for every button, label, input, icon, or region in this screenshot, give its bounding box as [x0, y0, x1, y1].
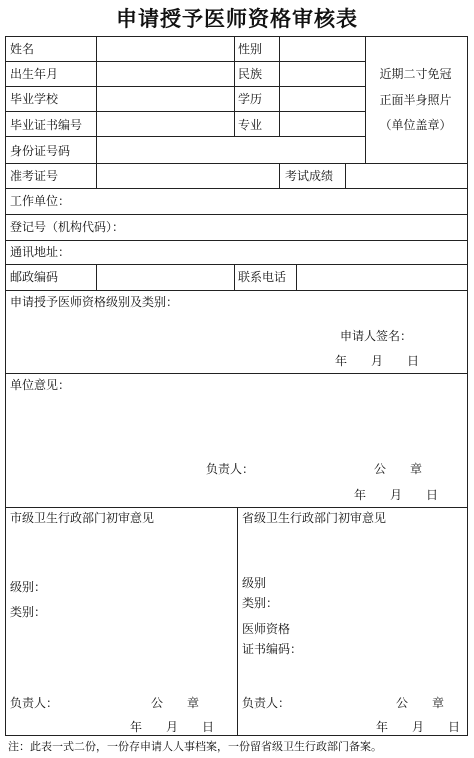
- col-divider: [279, 163, 280, 188]
- col-divider: [96, 264, 97, 290]
- row-divider: [6, 214, 467, 215]
- education-label: 学历: [238, 92, 263, 106]
- application-form-table: [5, 36, 468, 736]
- city-seal-label: 公 章: [151, 696, 200, 710]
- major-label: 专业: [238, 118, 263, 132]
- school-label: 毕业学校: [10, 92, 59, 106]
- postal-code-label: 邮政编码: [10, 270, 59, 284]
- col-divider: [234, 264, 235, 290]
- province-seal-label: 公 章: [396, 696, 445, 710]
- province-cert-label-line1: 医师资格: [242, 622, 291, 636]
- unit-person-label: 负责人：: [206, 462, 255, 476]
- city-level-label: 级别：: [10, 580, 47, 594]
- address-label: 通讯地址：: [10, 245, 71, 259]
- footer-note: 注：此表一式二份，一份存申请人人事档案，一份留省级卫生行政部门备案。: [8, 740, 382, 753]
- col-divider: [279, 37, 280, 136]
- city-person-label: 负责人：: [10, 696, 59, 710]
- unit-date: 年 月 日: [354, 488, 439, 502]
- row-divider: [6, 264, 467, 265]
- city-category-label: 类别：: [10, 605, 47, 619]
- gender-label: 性别: [238, 42, 263, 56]
- col-divider: [237, 507, 238, 735]
- row-divider: [6, 136, 365, 137]
- col-divider: [96, 37, 97, 163]
- row-divider: [6, 240, 467, 241]
- province-level-label: 级别: [242, 576, 267, 590]
- row-divider: [6, 188, 467, 189]
- province-category-label: 类别：: [242, 596, 279, 610]
- birth-date-label: 出生年月: [10, 67, 59, 81]
- exam-number-label: 准考证号: [10, 169, 59, 183]
- name-label: 姓名: [10, 42, 35, 56]
- row-divider: [6, 86, 365, 87]
- photo-instruction-line2: 正面半身照片: [379, 93, 452, 107]
- form-title: 申请授予医师资格审核表: [116, 7, 358, 31]
- row-divider: [6, 290, 467, 291]
- work-unit-label: 工作单位：: [10, 194, 71, 208]
- photo-instruction-line3: （单位盖章）: [379, 118, 452, 132]
- unit-opinion-label: 单位意见：: [10, 378, 71, 392]
- row-divider: [6, 163, 467, 164]
- row-divider: [6, 61, 365, 62]
- col-divider: [345, 163, 346, 188]
- col-divider: [296, 264, 297, 290]
- unit-seal-label: 公 章: [374, 462, 423, 476]
- province-review-label: 省级卫生行政部门初审意见: [242, 511, 387, 525]
- photo-instruction-line1: 近期二寸免冠: [379, 67, 452, 81]
- col-divider: [96, 163, 97, 188]
- province-date: 年 月 日: [376, 720, 461, 734]
- registration-number-label: 登记号（机构代码）：: [10, 220, 125, 234]
- exam-score-label: 考试成绩: [285, 169, 334, 183]
- application-type-label: 申请授予医师资格级别及类别：: [10, 295, 179, 309]
- col-divider: [234, 37, 235, 136]
- row-divider: [6, 111, 365, 112]
- province-cert-label-line2: 证书编码：: [242, 642, 303, 656]
- row-divider: [6, 373, 467, 374]
- phone-label: 联系电话: [238, 270, 287, 284]
- city-date: 年 月 日: [130, 720, 215, 734]
- province-person-label: 负责人：: [242, 696, 291, 710]
- applicant-date: 年 月 日: [335, 354, 420, 368]
- city-review-label: 市级卫生行政部门初审意见: [10, 511, 155, 525]
- id-number-label: 身份证号码: [10, 144, 71, 158]
- applicant-signature-label: 申请人签名：: [340, 329, 413, 343]
- ethnicity-label: 民族: [238, 67, 263, 81]
- diploma-number-label: 毕业证书编号: [10, 118, 83, 132]
